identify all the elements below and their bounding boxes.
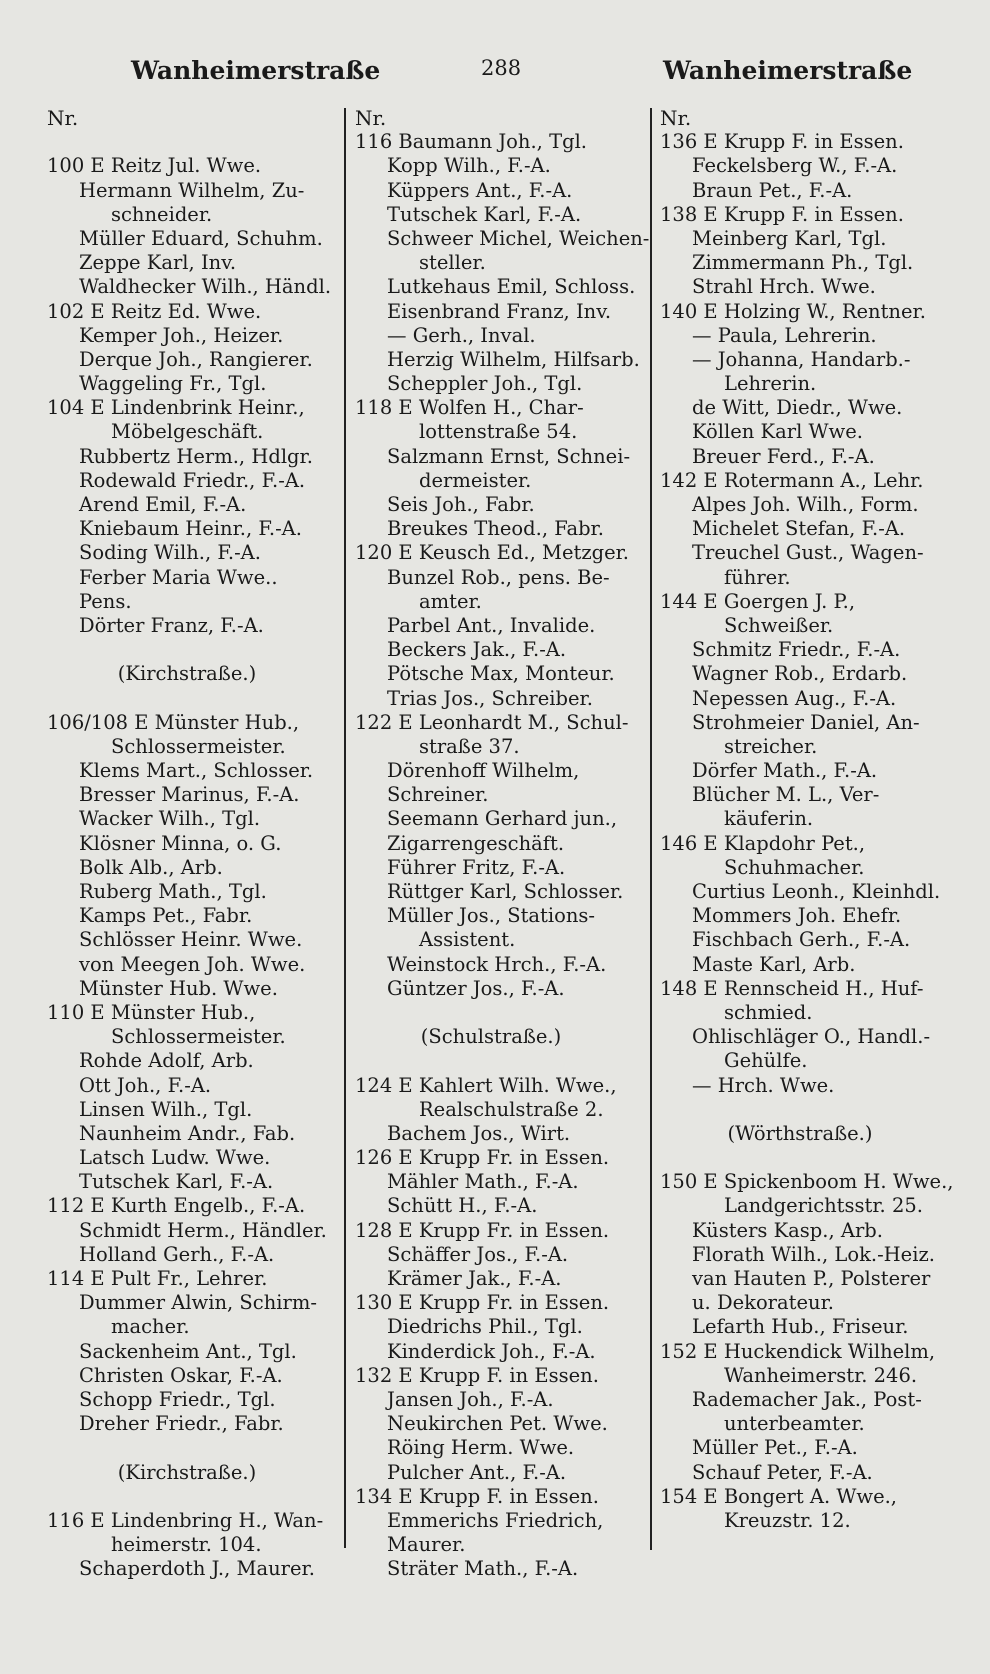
- entry-line: Lehrerin.: [724, 372, 817, 396]
- entry-line: schmied.: [724, 1000, 813, 1024]
- entry-line: käuferin.: [724, 807, 814, 831]
- entry-line: Bolk Alb., Arb.: [79, 855, 223, 879]
- entry-line: 146 E Klapdohr Pet.,: [660, 831, 866, 855]
- entry-line: Rüttger Karl, Schlosser.: [387, 880, 624, 903]
- entry-line: Küsters Kasp., Arb.: [692, 1218, 883, 1242]
- entry-line: macher.: [111, 1315, 190, 1339]
- entry-line: — Johanna, Handarb.-: [692, 347, 911, 371]
- entry-line: 102 E Reitz Ed. Wwe.: [47, 299, 262, 323]
- entry-line: Ohlischläger O., Handl.-: [692, 1025, 931, 1049]
- entry-line: 120 E Keusch Ed., Metzger.: [355, 541, 630, 565]
- entry-line: 122 E Leonhardt M., Schul-: [355, 710, 629, 734]
- entry-line: lottenstraße 54.: [419, 420, 578, 444]
- entry-line: Schütt H., F.-A.: [387, 1194, 538, 1218]
- entry-line: streicher.: [724, 734, 818, 758]
- column-3: [660, 106, 960, 1533]
- entry-line: Feckelsberg W., F.-A.: [692, 154, 898, 178]
- entry-line: Assistent.: [419, 928, 516, 952]
- entry-line: Seis Joh., Fabr.: [387, 493, 535, 516]
- entry-line: Schäffer Jos., F.-A.: [387, 1242, 569, 1266]
- entry-line: Ruberg Math., Tgl.: [79, 880, 267, 903]
- entry-line: Küppers Ant., F.-A.: [387, 178, 573, 202]
- entry-line: Eisenbrand Franz, Inv.: [387, 299, 612, 323]
- entry-line: Sackenheim Ant., Tgl.: [79, 1339, 297, 1363]
- entry-line: Michelet Stefan, F.-A.: [692, 517, 906, 541]
- blank-line: [660, 1146, 960, 1170]
- entry-line: Kinderdick Joh., F.-A.: [387, 1339, 596, 1363]
- street-heading: (Kirchstraße.): [117, 1460, 257, 1484]
- entry-line: 106/108 E Münster Hub.,: [47, 710, 300, 734]
- entry-line: 138 E Krupp F. in Essen.: [660, 202, 904, 226]
- entry-line: Führer Fritz, F.-A.: [387, 855, 566, 879]
- entry-line: u. Dekorateur.: [692, 1291, 834, 1315]
- entry-line: Müller Eduard, Schuhm.: [79, 226, 323, 250]
- entry-line: Tutschek Karl, F.-A.: [387, 202, 582, 226]
- entry-line: Wacker Wilh., Tgl.: [79, 807, 261, 831]
- entry-line: Schaperdoth J., Maurer.: [79, 1557, 315, 1581]
- entry-line: Schmidt Herm., Händler.: [79, 1218, 327, 1242]
- entry-line: 100 E Reitz Jul. Wwe.: [47, 154, 262, 178]
- page-number: 288: [481, 56, 522, 80]
- entry-line: Sträter Math., F.-A.: [387, 1557, 579, 1581]
- entry-line: 144 E Goergen J. P.,: [660, 589, 856, 613]
- entry-line: Hermann Wilhelm, Zu-: [79, 178, 305, 202]
- entry-line: — Paula, Lehrerin.: [692, 323, 877, 347]
- entry-line: Pötsche Max, Monteur.: [387, 662, 615, 686]
- entry-line: Diedrichs Phil., Tgl.: [387, 1315, 583, 1339]
- entry-line: Salzmann Ernst, Schnei-: [387, 444, 631, 468]
- entry-line: Maste Karl, Arb.: [692, 952, 856, 976]
- number-heading: Nr.: [660, 106, 692, 130]
- entry-line: Gehülfe.: [724, 1049, 808, 1073]
- entry-line: Schlossermeister.: [111, 734, 286, 758]
- entry-line: Schauf Peter, F.-A.: [692, 1460, 873, 1484]
- entry-line: Schlossermeister.: [111, 1025, 286, 1049]
- column-1: [47, 106, 347, 1581]
- entry-line: Bresser Marinus, F.-A.: [79, 783, 300, 807]
- entry-line: Krämer Jak., F.-A.: [387, 1267, 562, 1290]
- entry-line: 114 E Pult Fr., Lehrer.: [47, 1267, 268, 1290]
- entry-line: 116 Baumann Joh., Tgl.: [355, 130, 588, 154]
- entry-line: 128 E Krupp Fr. in Essen.: [355, 1218, 610, 1242]
- entry-line: Weinstock Hrch., F.-A.: [387, 952, 607, 976]
- entry-line: Müller Jos., Stations-: [387, 904, 596, 928]
- entry-line: Rohde Adolf, Arb.: [79, 1049, 254, 1073]
- blank-line: [47, 1485, 347, 1509]
- entry-line: Alpes Joh. Wilh., Form.: [692, 493, 919, 516]
- entry-line: Mähler Math., F.-A.: [387, 1170, 579, 1194]
- entry-line: Maurer.: [387, 1533, 466, 1557]
- entry-line: Florath Wilh., Lok.-Heiz.: [692, 1242, 935, 1266]
- entry-line: 154 E Bongert A. Wwe.,: [660, 1484, 898, 1508]
- entry-line: 124 E Kahlert Wilh. Wwe.,: [355, 1073, 617, 1097]
- entry-line: Strohmeier Daniel, An-: [692, 710, 920, 734]
- entry-line: Neukirchen Pet. Wwe.: [387, 1412, 608, 1436]
- entry-line: Fischbach Gerh., F.-A.: [692, 928, 911, 952]
- entry-line: Güntzer Jos., F.-A.: [387, 976, 565, 1000]
- entry-line: 116 E Lindenbring H., Wan-: [47, 1508, 324, 1532]
- entry-line: Schweer Michel, Weichen-: [387, 226, 650, 250]
- entry-line: Herzig Wilhelm, Hilfsarb.: [387, 347, 640, 371]
- entry-line: Strahl Hrch. Wwe.: [692, 275, 876, 299]
- entry-line: Scheppler Joh., Tgl.: [387, 372, 583, 396]
- entry-line: Wagner Rob., Erdarb.: [692, 662, 908, 686]
- entry-line: Curtius Leonh., Kleinhdl.: [692, 880, 941, 903]
- entry-line: de Witt, Diedr., Wwe.: [692, 396, 903, 420]
- entry-line: Schreiner.: [387, 783, 489, 807]
- entry-line: 118 E Wolfen H., Char-: [355, 396, 584, 420]
- entry-line: — Hrch. Wwe.: [692, 1073, 835, 1097]
- entry-line: Breukes Theod., Fabr.: [387, 517, 604, 541]
- entry-line: Klems Mart., Schlosser.: [79, 759, 314, 783]
- entry-line: von Meegen Joh. Wwe.: [79, 952, 306, 976]
- entry-line: Waldhecker Wilh., Händl.: [79, 275, 332, 299]
- entry-line: Latsch Ludw. Wwe.: [79, 1146, 271, 1170]
- number-heading: Nr.: [355, 106, 387, 130]
- entry-line: Röing Herm. Wwe.: [387, 1436, 575, 1460]
- entry-line: Naunheim Andr., Fab.: [79, 1121, 296, 1145]
- entry-line: Kniebaum Heinr., F.-A.: [79, 517, 302, 541]
- entry-line: Ott Joh., F.-A.: [79, 1073, 212, 1097]
- entry-line: Parbel Ant., Invalide.: [387, 613, 596, 637]
- entry-line: 140 E Holzing W., Rentner.: [660, 299, 926, 323]
- running-head-left: Wanheimerstraße: [131, 56, 381, 85]
- entry-line: van Hauten P., Polsterer: [692, 1267, 931, 1290]
- entry-line: Pens.: [79, 589, 132, 613]
- entry-line: heimerstr. 104.: [111, 1533, 262, 1557]
- entry-line: Lutkehaus Emil, Schloss.: [387, 275, 636, 299]
- entry-line: Schlösser Heinr. Wwe.: [79, 928, 303, 952]
- entry-line: Jansen Joh., F.-A.: [387, 1387, 554, 1411]
- entry-line: schneider.: [111, 202, 213, 226]
- entry-line: Christen Oskar, F.-A.: [79, 1363, 283, 1387]
- entry-line: 132 E Krupp F. in Essen.: [355, 1363, 599, 1387]
- entry-line: 152 E Huckendick Wilhelm,: [660, 1339, 936, 1363]
- entry-line: Emmerichs Friedrich,: [387, 1508, 604, 1532]
- entry-line: Schopp Friedr., Tgl.: [79, 1387, 276, 1411]
- street-heading: (Schulstraße.): [420, 1025, 562, 1049]
- entry-line: 148 E Rennscheid H., Huf-: [660, 976, 924, 1000]
- entry-line: Kopp Wilh., F.-A.: [387, 154, 551, 178]
- entry-line: Blücher M. L., Ver-: [692, 783, 880, 807]
- entry-line: Bachem Jos., Wirt.: [387, 1121, 571, 1145]
- entry-line: Kreuzstr. 12.: [724, 1508, 851, 1532]
- entry-line: 150 E Spickenboom H. Wwe.,: [660, 1170, 954, 1194]
- entry-line: Klösner Minna, o. G.: [79, 831, 282, 855]
- blank-line: [47, 130, 347, 154]
- entry-line: Möbelgeschäft.: [111, 420, 264, 444]
- entry-line: Ferber Maria Wwe..: [79, 565, 278, 589]
- entry-line: Soding Wilh., F.-A.: [79, 541, 261, 565]
- entry-line: 130 E Krupp Fr. in Essen.: [355, 1291, 610, 1315]
- entry-line: Nepessen Aug., F.-A.: [692, 686, 897, 710]
- running-head-right: Wanheimerstraße: [663, 56, 913, 85]
- entry-line: führer.: [724, 565, 791, 589]
- entry-line: Pulcher Ant., F.-A.: [387, 1460, 567, 1484]
- entry-line: 104 E Lindenbrink Heinr.,: [47, 396, 305, 420]
- blank-line: [355, 1049, 647, 1073]
- entry-line: straße 37.: [419, 734, 520, 758]
- entry-line: Beckers Jak., F.-A.: [387, 638, 567, 662]
- page-header: [0, 56, 990, 96]
- column-2: [355, 106, 650, 1581]
- entry-line: 110 E Münster Hub.,: [47, 1000, 256, 1024]
- street-heading: (Kirchstraße.): [117, 662, 257, 686]
- entry-line: Zimmermann Ph., Tgl.: [692, 251, 914, 275]
- entry-line: steller.: [419, 251, 486, 275]
- entry-line: Schuhmacher.: [724, 855, 865, 879]
- entry-line: dermeister.: [419, 468, 532, 492]
- entry-line: Realschulstraße 2.: [419, 1097, 604, 1121]
- entry-line: Trias Jos., Schreiber.: [387, 686, 593, 710]
- entry-line: Holland Gerh., F.-A.: [79, 1242, 275, 1266]
- entry-line: Rubbertz Herm., Hdlgr.: [79, 444, 313, 468]
- entry-line: Kemper Joh., Heizer.: [79, 323, 284, 347]
- entry-line: Mommers Joh. Ehefr.: [692, 904, 902, 928]
- entry-line: Köllen Karl Wwe.: [692, 420, 863, 444]
- blank-line: [47, 1436, 347, 1460]
- entry-line: Zigarrengeschäft.: [387, 831, 565, 855]
- entry-line: Tutschek Karl, F.-A.: [79, 1170, 274, 1194]
- entry-line: 112 E Kurth Engelb., F.-A.: [47, 1194, 306, 1218]
- blank-line: [660, 1098, 960, 1122]
- entry-line: unterbeamter.: [724, 1412, 865, 1436]
- blank-line: [47, 687, 347, 711]
- entry-line: Linsen Wilh., Tgl.: [79, 1097, 253, 1121]
- blank-line: [47, 638, 347, 662]
- entry-line: Dörenhoff Wilhelm,: [387, 759, 580, 783]
- entry-line: 134 E Krupp F. in Essen.: [355, 1484, 599, 1508]
- entry-line: — Gerh., Inval.: [387, 323, 536, 347]
- entry-line: 126 E Krupp Fr. in Essen.: [355, 1146, 610, 1170]
- entry-line: Wanheimerstr. 246.: [724, 1363, 918, 1387]
- entry-line: 142 E Rotermann A., Lehr.: [660, 468, 924, 492]
- entry-line: Bunzel Rob., pens. Be-: [387, 565, 610, 589]
- entry-line: Müller Pet., F.-A.: [692, 1436, 858, 1460]
- entry-line: Kamps Pet., Fabr.: [79, 904, 253, 928]
- entry-line: Dreher Friedr., Fabr.: [79, 1412, 284, 1436]
- entry-line: Breuer Ferd., F.-A.: [692, 444, 875, 468]
- entry-line: Landgerichtsstr. 25.: [724, 1194, 923, 1218]
- entry-line: Derque Joh., Rangierer.: [79, 347, 313, 371]
- entry-line: 136 E Krupp F. in Essen.: [660, 130, 904, 154]
- entry-line: Zeppe Karl, Inv.: [79, 251, 237, 275]
- entry-line: Rademacher Jak., Post-: [692, 1387, 922, 1411]
- entry-line: Treuchel Gust., Wagen-: [692, 541, 924, 565]
- entry-line: Waggeling Fr., Tgl.: [79, 372, 267, 396]
- entry-line: Lefarth Hub., Friseur.: [692, 1315, 909, 1339]
- entry-line: amter.: [419, 589, 482, 613]
- entry-line: Münster Hub. Wwe.: [79, 976, 278, 1000]
- entry-line: Arend Emil, F.-A.: [79, 493, 247, 516]
- entry-line: Schmitz Friedr., F.-A.: [692, 638, 901, 662]
- entry-line: Seemann Gerhard jun.,: [387, 807, 618, 831]
- column-divider-2: [650, 108, 652, 1550]
- entry-line: Rodewald Friedr., F.-A.: [79, 468, 306, 492]
- entry-line: Braun Pet., F.-A.: [692, 178, 853, 202]
- entry-line: Dummer Alwin, Schirm-: [79, 1291, 317, 1315]
- entry-line: Dörter Franz, F.-A.: [79, 613, 264, 637]
- entry-line: Meinberg Karl, Tgl.: [692, 226, 887, 250]
- street-heading: (Wörthstraße.): [727, 1121, 873, 1145]
- entry-line: Dörfer Math., F.-A.: [692, 759, 878, 783]
- number-heading: Nr.: [47, 106, 79, 130]
- entry-line: Schweißer.: [724, 613, 834, 637]
- blank-line: [355, 1001, 647, 1025]
